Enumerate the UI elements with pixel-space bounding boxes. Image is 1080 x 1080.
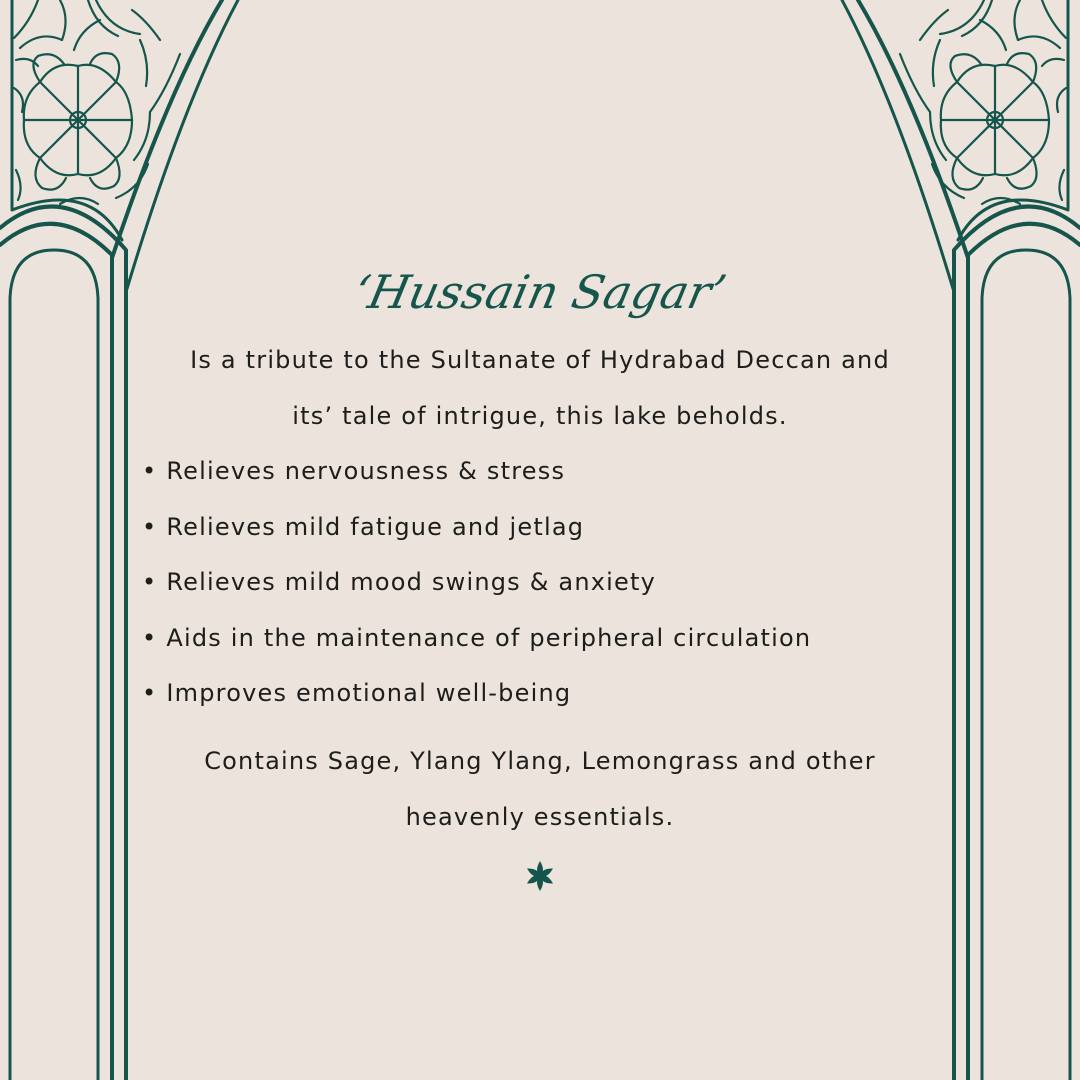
- benefits-list: [142, 444, 902, 722]
- benefit-text: Aids in the maintenance of peripheral circulation: [166, 623, 812, 652]
- intro-text: [140, 332, 940, 444]
- benefit-item: [142, 611, 902, 667]
- bullet-marker: •: [142, 457, 158, 485]
- benefit-item: [142, 444, 902, 500]
- bullet-marker: •: [142, 679, 158, 707]
- ingredients-line: heavenly essentials.: [405, 803, 675, 831]
- benefit-text: Relieves mild fatigue and jetlag: [166, 512, 585, 541]
- benefit-item: [142, 555, 902, 611]
- benefit-item: [142, 666, 902, 722]
- ingredients-text: [140, 733, 940, 845]
- bullet-marker: •: [142, 512, 158, 541]
- intro-line: its’ tale of intrigue, this lake beholds.: [292, 402, 788, 430]
- bullet-marker: •: [142, 623, 158, 652]
- benefit-item: [142, 500, 902, 556]
- product-title: ‘Hussain Sagar’: [349, 265, 731, 319]
- star-ornament-icon: [524, 860, 556, 892]
- benefit-text: Improves emotional well-being: [166, 679, 572, 707]
- benefit-text: Relieves mild mood swings & anxiety: [166, 568, 657, 596]
- bullet-marker: •: [142, 568, 158, 596]
- benefit-text: Relieves nervousness & stress: [166, 457, 566, 485]
- ingredients-line: Contains Sage, Ylang Ylang, Lemongrass and other: [204, 747, 876, 775]
- intro-line: Is a tribute to the Sultanate of Hydrabad Deccan and: [190, 346, 890, 374]
